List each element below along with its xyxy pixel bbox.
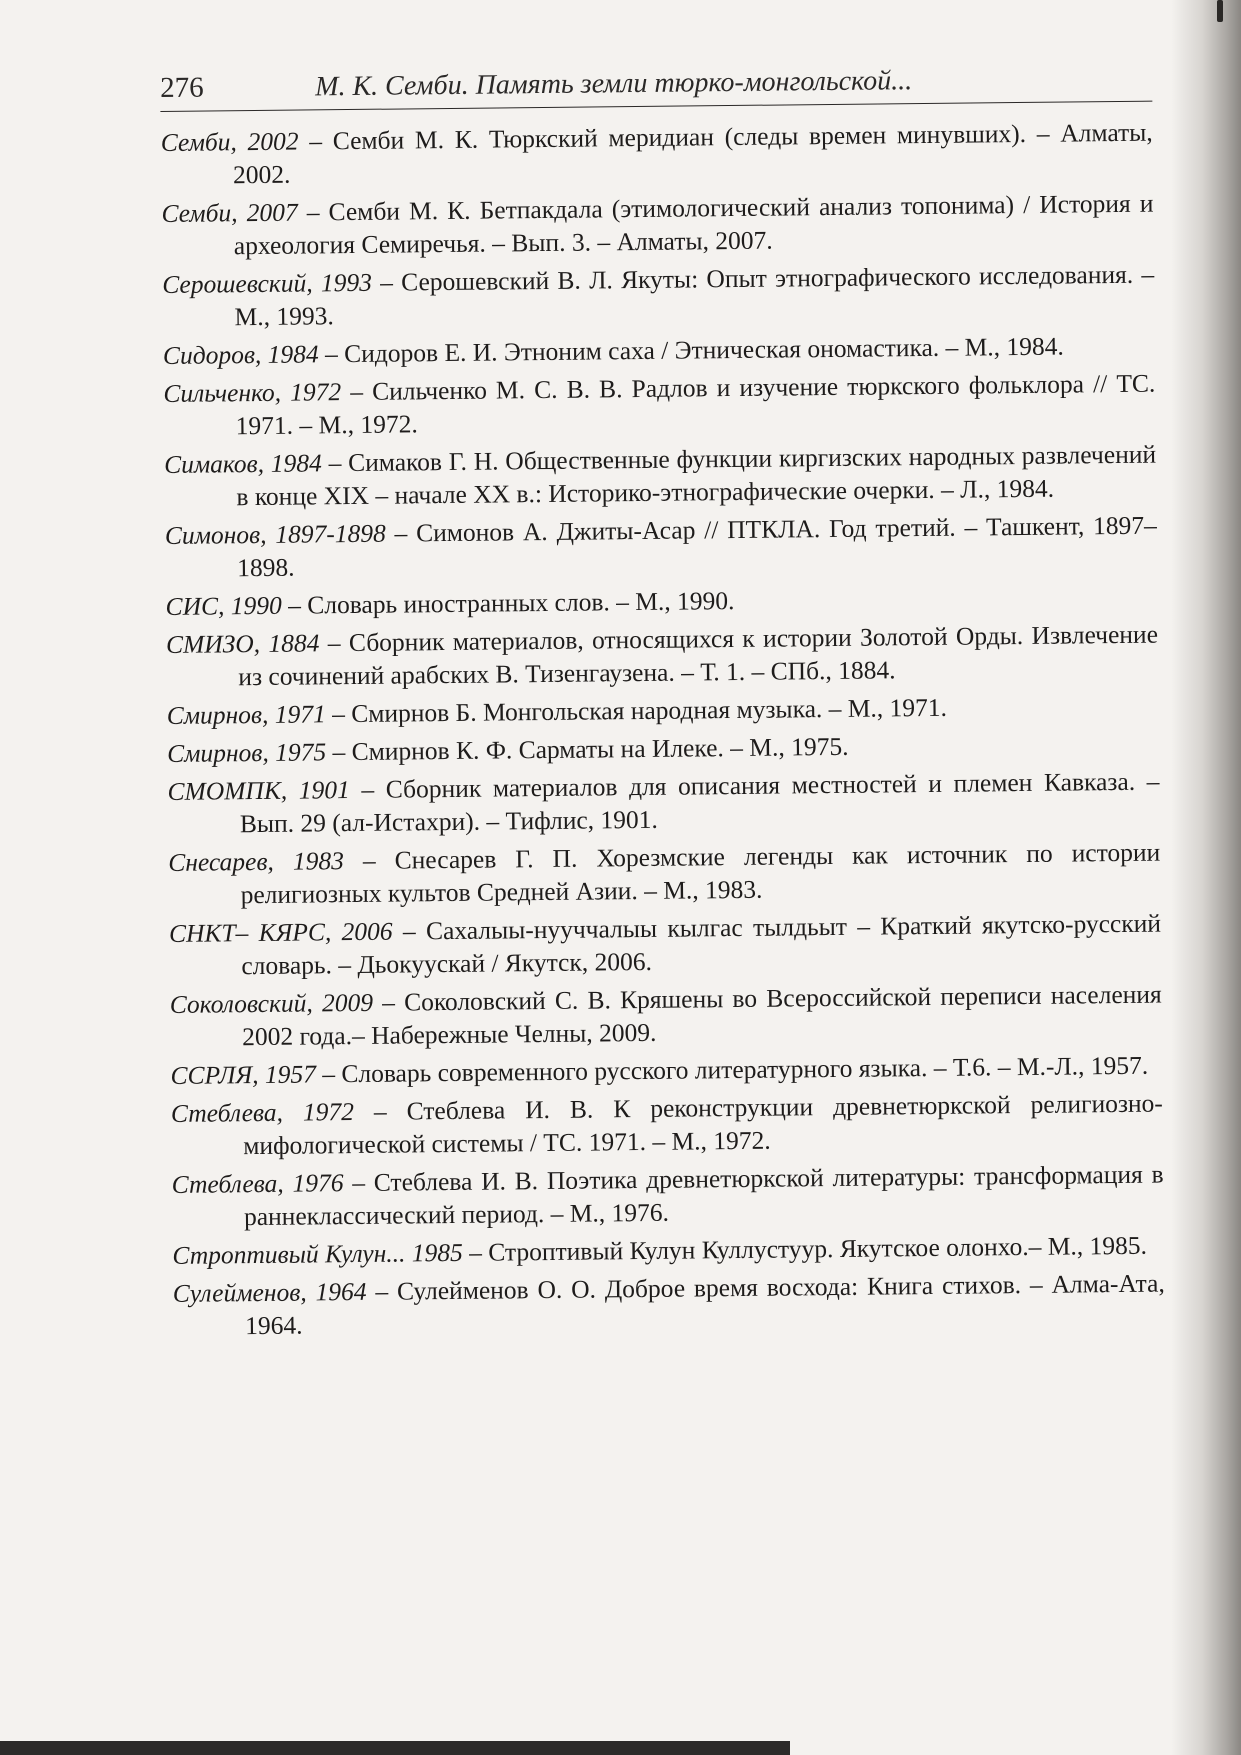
entry-text: – Сборник материалов для описания местностей и племен Кавказа. – Вып. 29 (ал-Истахри). – Тифлис, 1901. (239, 766, 1160, 839)
entry-text: – Смирнов К. Ф. Сарматы на Илеке. – М., 1975. (325, 731, 849, 767)
entry-key: Сильченко, 1972 (163, 377, 342, 408)
bibliography-entry (162, 258, 1155, 334)
entry-key: Снесарев, 1983 (168, 846, 345, 877)
entry-text: – Сильченко М. С. В. В. Радлов и изучение тюркского фольклора // ТС. 1971. – М., 1972. (235, 368, 1156, 441)
bibliography-entry (171, 1087, 1164, 1163)
bibliography-entry (163, 329, 1155, 372)
entry-text: – Симаков Г. Н. Общественные функции киргизских народных развлечений в конце XIX – начале XX в.: Историко-этнографические очерки. – Л., 1984. (236, 439, 1157, 512)
bibliography-entry (167, 765, 1160, 841)
entry-key: Семби, 2002 (160, 126, 299, 157)
entry-text: – Снесарев Г. П. Хорезмские легенды как источник по истории религиозных культов Средней Азии. – М., 1983. (240, 837, 1161, 910)
entry-text: – Семби М. К. Бетпакдала (этимологический анализ топонима) / История и археология Семиречья. – Вып. 3. – Алматы, 2007. (233, 188, 1154, 261)
entry-key: СМОМПК, 1901 (167, 775, 350, 806)
bibliography-entry (169, 907, 1162, 983)
entry-text: – Симонов А. Джиты-Асар // ПТКЛА. Год третий. – Ташкент, 1897–1898. (237, 510, 1157, 583)
entry-key: Симаков, 1984 (163, 448, 322, 479)
bibliography-entry (170, 1049, 1162, 1092)
entry-key: СМИЗО, 1884 (165, 628, 320, 659)
entry-key: Симонов, 1897-1898 (164, 518, 386, 550)
scan-bottom-edge (0, 1741, 790, 1755)
entry-key: Сидоров, 1984 (162, 339, 319, 370)
entry-key: Стеблева, 1976 (171, 1168, 344, 1199)
running-head-title: М. К. Семби. Память земли тюрко-монгольской... (315, 65, 913, 103)
entry-text: – Сидоров Е. И. Этноним саха / Этническая ономастика. – М., 1984. (318, 331, 1065, 369)
entry-text: – Серошевский В. Л. Якуты: Опыт этнографического исследования. – М., 1993. (234, 259, 1155, 332)
scan-corner-mark (1217, 0, 1223, 22)
bibliography-entry (172, 1229, 1164, 1272)
bibliography-entry (161, 116, 1154, 192)
entry-text: – Строптивый Кулун Куллустуур. Якутское олонхо.– М., 1985. (462, 1230, 1148, 1267)
bibliography-entry (173, 1267, 1166, 1343)
bibliography-entry (167, 689, 1159, 732)
bibliography-entry (168, 836, 1161, 912)
entry-key: СИС, 1990 (165, 590, 282, 621)
entry-text: – Сборник материалов, относящихся к истории Золотой Орды. Извлечение из сочинений арабских В. Тизенгаузена. – Т. 1. – СПб., 1884. (238, 619, 1159, 692)
entry-key: Сулейменов, 1964 (172, 1276, 367, 1308)
entry-text: – Словарь современного русского литературного языка. – Т.6. – М.-Л., 1957. (315, 1050, 1149, 1089)
bibliography-entry (167, 727, 1159, 770)
entry-key: Смирнов, 1975 (166, 737, 327, 768)
entry-text: – Стеблева И. В. К реконструкции древнетюркской религиозно-мифологической системы / ТС. 1971. – М., 1972. (243, 1088, 1163, 1161)
entry-text: – Семби М. К. Тюркский меридиан (следы времен минувших). – Алматы, 2002. (232, 117, 1153, 190)
bibliography-entry (171, 1158, 1164, 1234)
entry-key: Строптивый Кулун... 1985 (172, 1237, 463, 1270)
bibliography-entry (163, 367, 1156, 443)
entry-text: – Словарь иностранных слов. – М., 1990. (281, 586, 735, 620)
entry-key: СНКТ– КЯРС, 2006 (168, 916, 393, 948)
bibliography-entry (170, 978, 1163, 1054)
entry-key: Соколовский, 2009 (169, 987, 374, 1019)
entry-text: – Смирнов Б. Монгольская народная музыка. – М., 1971. (325, 692, 948, 729)
entry-key: Серошевский, 1993 (162, 267, 373, 299)
entry-text: – Сулейменов О. О. Доброе время восхода: Книга стихов. – Алма-Ата, 1964. (244, 1268, 1165, 1341)
book-page (160, 62, 1173, 1348)
bibliography-entry (161, 187, 1154, 263)
page-spine-shadow (1171, 0, 1241, 1755)
entry-key: Семби, 2007 (161, 197, 298, 228)
bibliography-entry (165, 509, 1158, 585)
entry-text: – Сахалыы-нууччалыы кылгас тылдьыт – Краткий якутско-русский словарь. – Дьокуускай / Якутск, 2006. (241, 908, 1162, 981)
entry-text: – Стеблева И. В. Поэтика древнетюркской литературы: трансформация в раннеклассический период. – М., 1976. (243, 1159, 1164, 1232)
entry-key: Стеблева, 1972 (170, 1097, 355, 1128)
entry-key: Смирнов, 1971 (166, 699, 326, 730)
bibliography-list (161, 116, 1174, 1343)
bibliography-entry (164, 438, 1157, 514)
entry-text: – Соколовский С. В. Кряшены во Всероссийской переписи населения 2002 года.– Набережные Челны, 2009. (241, 979, 1162, 1052)
running-head (160, 62, 1152, 112)
page-number: 276 (160, 71, 204, 104)
bibliography-entry (166, 618, 1159, 694)
bibliography-entry (165, 580, 1157, 623)
entry-key: ССРЛЯ, 1957 (170, 1059, 317, 1090)
